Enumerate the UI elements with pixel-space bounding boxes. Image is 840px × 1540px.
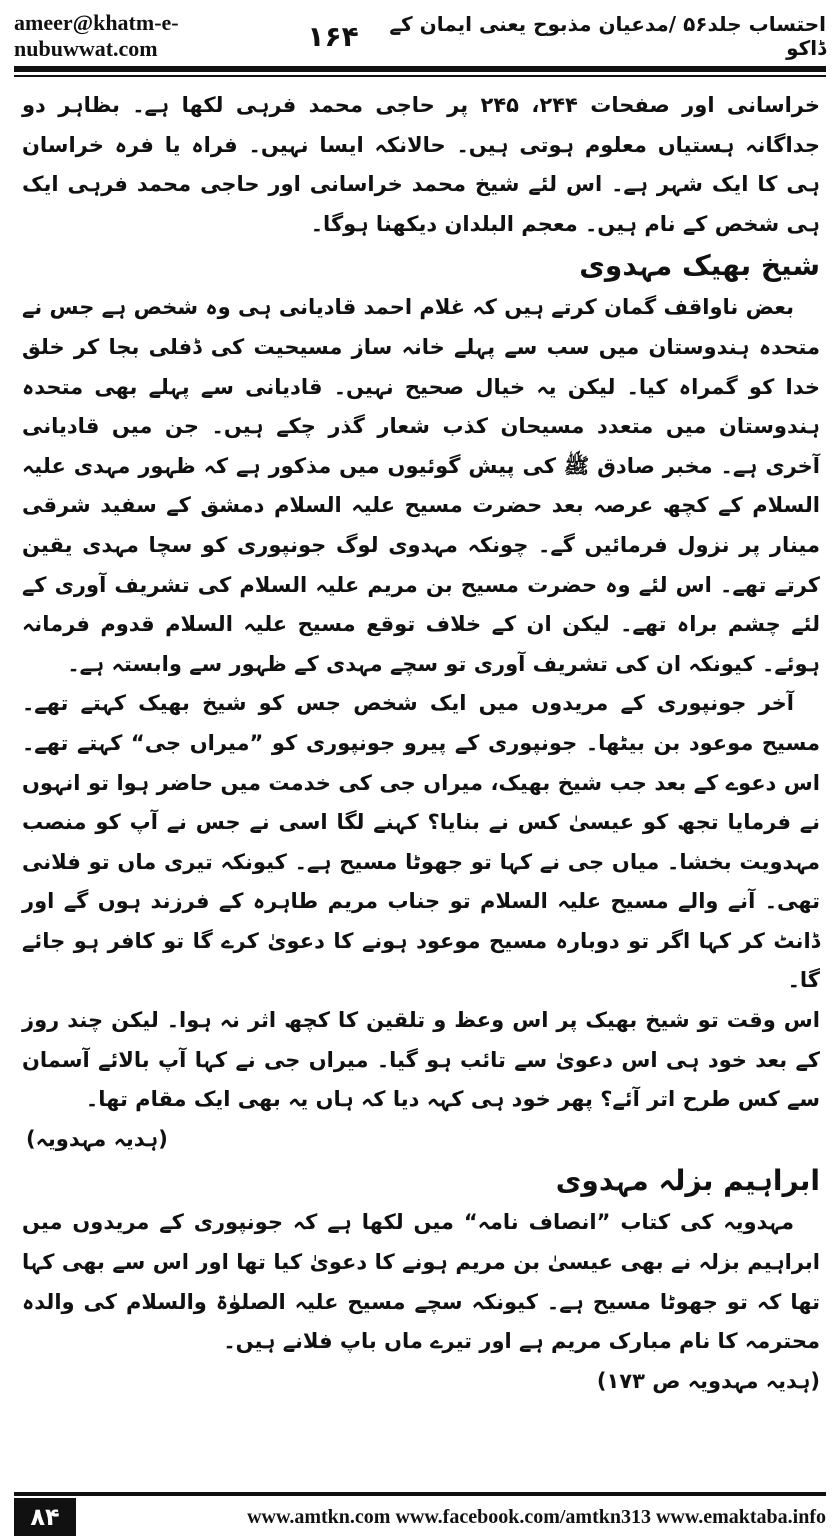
- page-number: ۱۶۴: [307, 19, 359, 53]
- footer-links[interactable]: www.amtkn.com www.facebook.com/amtkn313 www.emaktaba.info: [247, 1505, 826, 1528]
- paragraph-bhik-3: اس وقت تو شیخ بھیک پر اس وعظ و تلقین کا کچھ اثر نہ ہوا۔ لیکن چند روز کے بعد خود ہی اس دعویٰ سے تائب ہو گیا۔ میراں جی نے کہا آپ بالائے آسمان سے کس طرح اتر آئے؟ پھر خود ہی کہہ دیا کہ ہاں یہ بھی ایک مقام تھا۔: [22, 1008, 820, 1112]
- running-title: احتساب جلد۵۶ /مدعیان مذبوح یعنی ایمان کے ڈاکو: [389, 12, 826, 60]
- header-rule: [14, 66, 826, 72]
- page-footer: [14, 1498, 826, 1536]
- header-email: ameer@khatm-e-nubuwwat.com: [14, 10, 179, 61]
- page-header: [14, 8, 826, 64]
- header-running-title-group: [307, 12, 826, 60]
- section-title-bhik: شیخ بھیک مہدوی: [579, 249, 820, 283]
- paragraph-intro: خراسانی اور صفحات ۲۴۴، ۲۴۵ پر حاجی محمد فرہی لکھا ہے۔ بظاہر دو جداگانہ ہستیاں معلوم ہوتی ہیں۔ حالانکہ ایسا نہیں۔ فراہ یا فرہ خراسان ہی کا ایک شہر ہے۔ اس لئے شیخ محمد خراسانی اور حاجی محمد فرہی ایک ہی شخص کے نام ہیں۔ معجم البلدان دیکھنا ہوگا۔: [22, 93, 820, 236]
- paragraph-ibrahim: مہدویہ کی کتاب ”انصاف نامہ“ میں لکھا ہے کہ جونپوری کے مریدوں میں ابراہیم بزلہ نے بھی عیسیٰ بن مریم ہونے کا دعویٰ کیا تھا اور اس سے بھی کہا تھا کہ تو جھوٹا مسیح ہے۔ کیونکہ سچے مسیح علیہ الصلوٰۃ والسلام کی والدہ محترمہ کا نام مبارک مریم ہے اور تیرے ماں باپ فلانے ہیں۔: [22, 1210, 820, 1354]
- reference-ibrahim: (ہدیہ مہدویہ ص ۱۷۳): [596, 1368, 820, 1393]
- paragraph-bhik-2: آخر جونپوری کے مریدوں میں ایک شخص جس کو شیخ بھیک کہتے تھے۔ مسیح موعود بن بیٹھا۔ جونپوری کے پیرو جونپوری کو ”میراں جی“ کہتے تھے۔ اس دعوے کے بعد جب شیخ بھیک، میراں جی کی خدمت میں حاضر ہوا تو انہوں نے فرمایا تجھ کو عیسیٰ کس نے بنایا؟ کہنے لگا اسی نے جس نے آپ کو منصب مہدویت بخشا۔ میاں جی نے کہا تو جھوٹا مسیح ہے۔ کیونکہ تیری ماں تو فلانی تھی۔ آنے والے مسیح علیہ السلام تو جناب مریم طاہرہ کے فرزند ہوں گے اور ڈانٹ کر کہا اگر تو دوبارہ مسیح موعود ہونے کا دعویٰ کرے گا تو کافر ہو جائے گا۔: [22, 691, 820, 993]
- header-rule-thin: [14, 75, 826, 77]
- reference-bhik: (ہدیہ مہدویہ): [26, 1126, 168, 1151]
- paragraph-bhik-1: بعض ناواقف گمان کرتے ہیں کہ غلام احمد قادیانی ہی وہ شخص ہے جس نے متحدہ ہندوستان میں سب سے پہلے خانہ ساز مسیحیت کی ڈفلی بجا کر خلق خدا کو گمراہ کیا۔ لیکن یہ خیال صحیح نہیں۔ قادیانی سے پہلے بھی متحدہ ہندوستان میں متعدد مسیحان کذب شعار گذر چکے ہیں۔ جن میں قادیانی آخری ہے۔ مخبر صادق ﷺ کی پیش گوئیوں میں مذکور ہے کہ ظہور مہدی علیہ السلام کے کچھ عرصہ بعد حضرت مسیح علیہ السلام دمشق کے سفید شرقی مینار پر نزول فرمائیں گے۔ چونکہ مہدوی لوگ جونپوری کو سچا مہدی یقین کرتے تھے۔ اس لئے وہ حضرت مسیح بن مریم علیہ السلام کی تشریف آوری کے لئے چشم براہ تھے۔ لیکن ان کے خلاف توقع مسیح علیہ السلام قدوم فرمانہ ہوئے۔ کیونکہ ان کی تشریف آوری تو سچے مہدی کے ظہور سے وابستہ ہے۔: [22, 295, 820, 676]
- section-title-ibrahim: ابراہیم بزلہ مہدوی: [555, 1164, 820, 1198]
- footer-rule: [14, 1492, 826, 1496]
- page-body: [22, 86, 820, 1470]
- footer-page-badge: ۸۴: [14, 1498, 76, 1536]
